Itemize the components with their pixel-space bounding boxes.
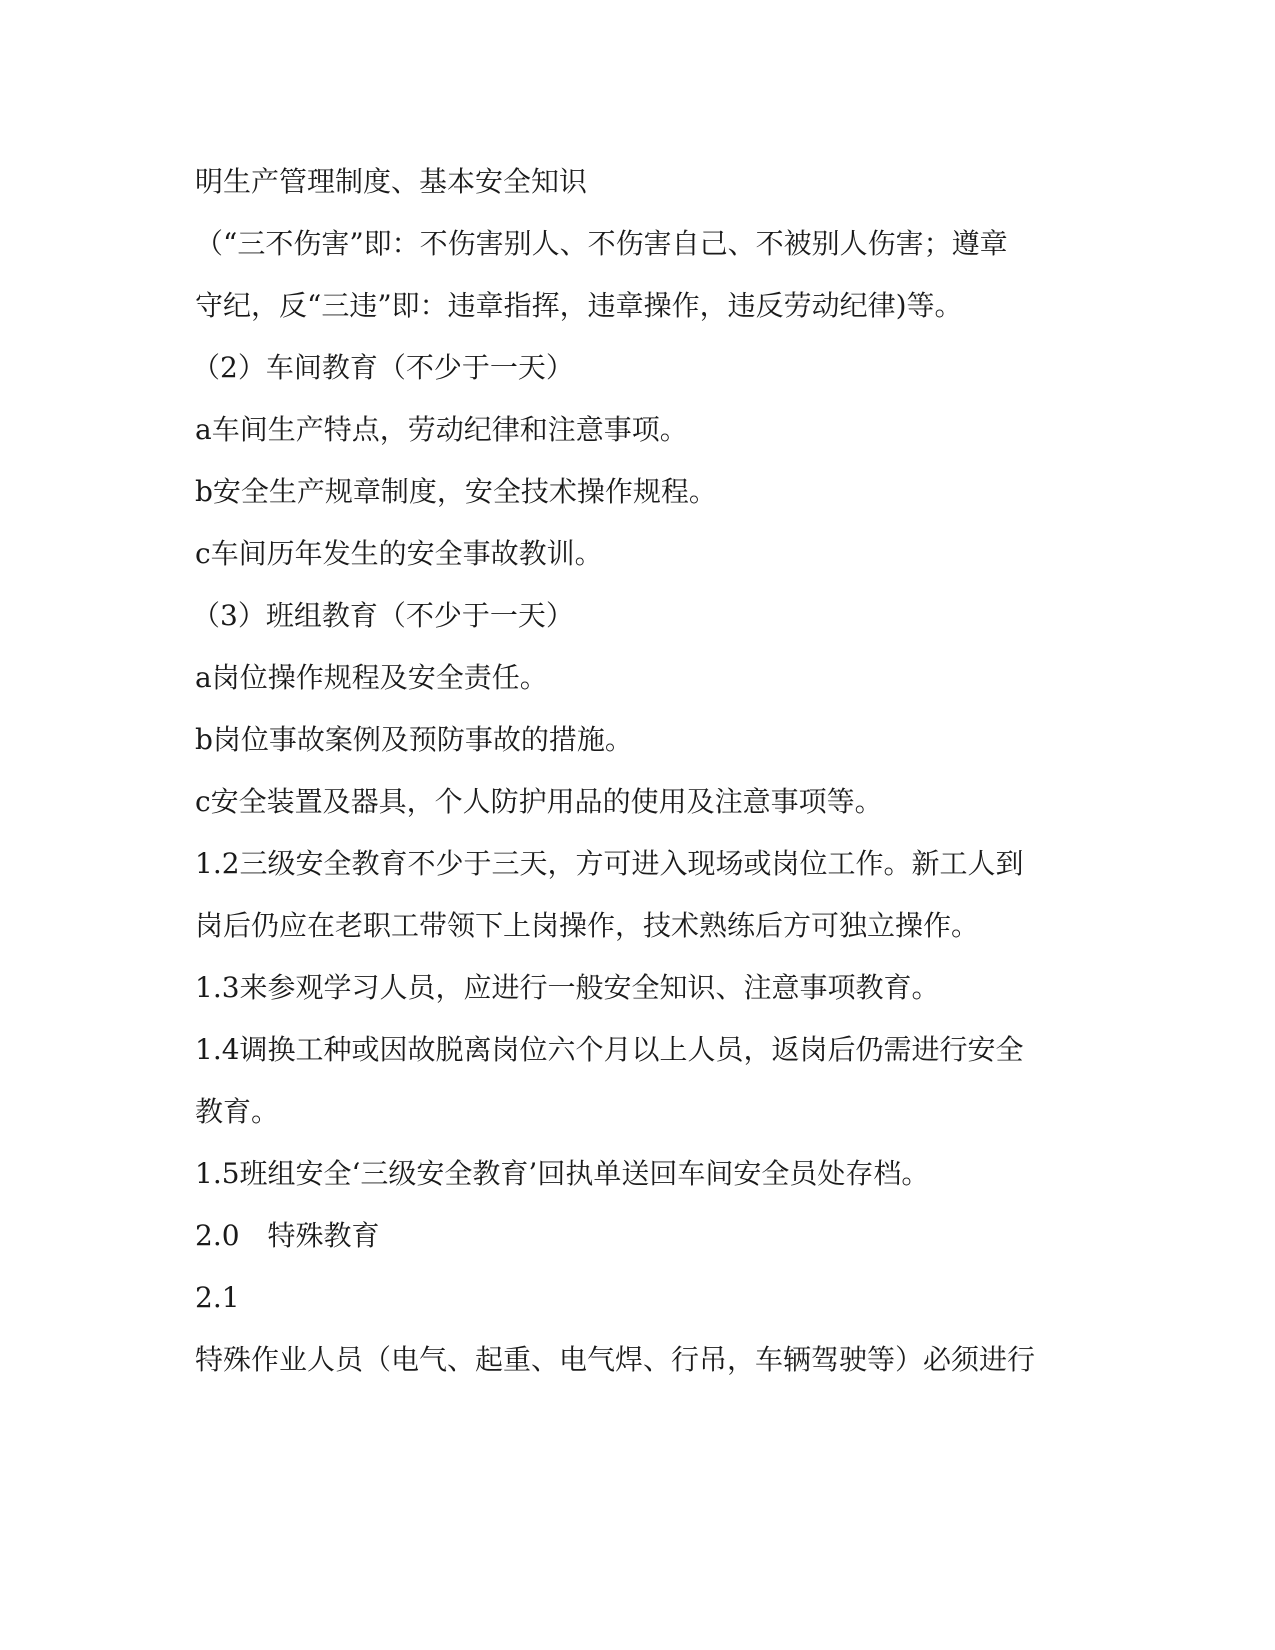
- section-heading: （2）车间教育（不少于一天）: [192, 351, 574, 384]
- text-line: 1.5班组安全‘三级安全教育’回执单送回车间安全员处存档。: [195, 1157, 930, 1190]
- text-line: c安全装置及器具，个人防护用品的使用及注意事项等。: [195, 785, 883, 818]
- text-line: 明生产管理制度、基本安全知识: [195, 165, 588, 198]
- text-line: b安全生产规章制度，安全技术操作规程。: [195, 475, 717, 508]
- text-line: c车间历年发生的安全事故教训。: [195, 537, 603, 570]
- text-line: 岗后仍应在老职工带领下上岗操作，技术熟练后方可独立操作。: [195, 909, 980, 942]
- text-line: 教育。: [195, 1095, 280, 1128]
- section-heading: 2.0 特殊教育: [195, 1219, 380, 1252]
- text-line: a车间生产特点，劳动纪律和注意事项。: [195, 413, 688, 446]
- text-line: 守纪，反“三违”即：违章指挥，违章操作，违反劳动纪律)等。: [195, 289, 963, 322]
- text-line: a岗位操作规程及安全责任。: [195, 661, 548, 694]
- text-line: 1.3来参观学习人员，应进行一般安全知识、注意事项教育。: [195, 971, 940, 1004]
- text-line: 特殊作业人员（电气、起重、电气焊、行吊，车辆驾驶等）必须进行: [195, 1343, 1036, 1376]
- text-line: 1.2三级安全教育不少于三天，方可进入现场或岗位工作。新工人到: [195, 847, 1024, 880]
- text-line: （“三不伤害”即：不伤害别人、不伤害自己、不被别人伤害；遵章: [195, 227, 1008, 260]
- section-number: 2.1: [195, 1281, 240, 1314]
- text-line: b岗位事故案例及预防事故的措施。: [195, 723, 633, 756]
- text-line: 1.4调换工种或因故脱离岗位六个月以上人员，返岗后仍需进行安全: [195, 1033, 1024, 1066]
- section-heading: （3）班组教育（不少于一天）: [192, 599, 574, 632]
